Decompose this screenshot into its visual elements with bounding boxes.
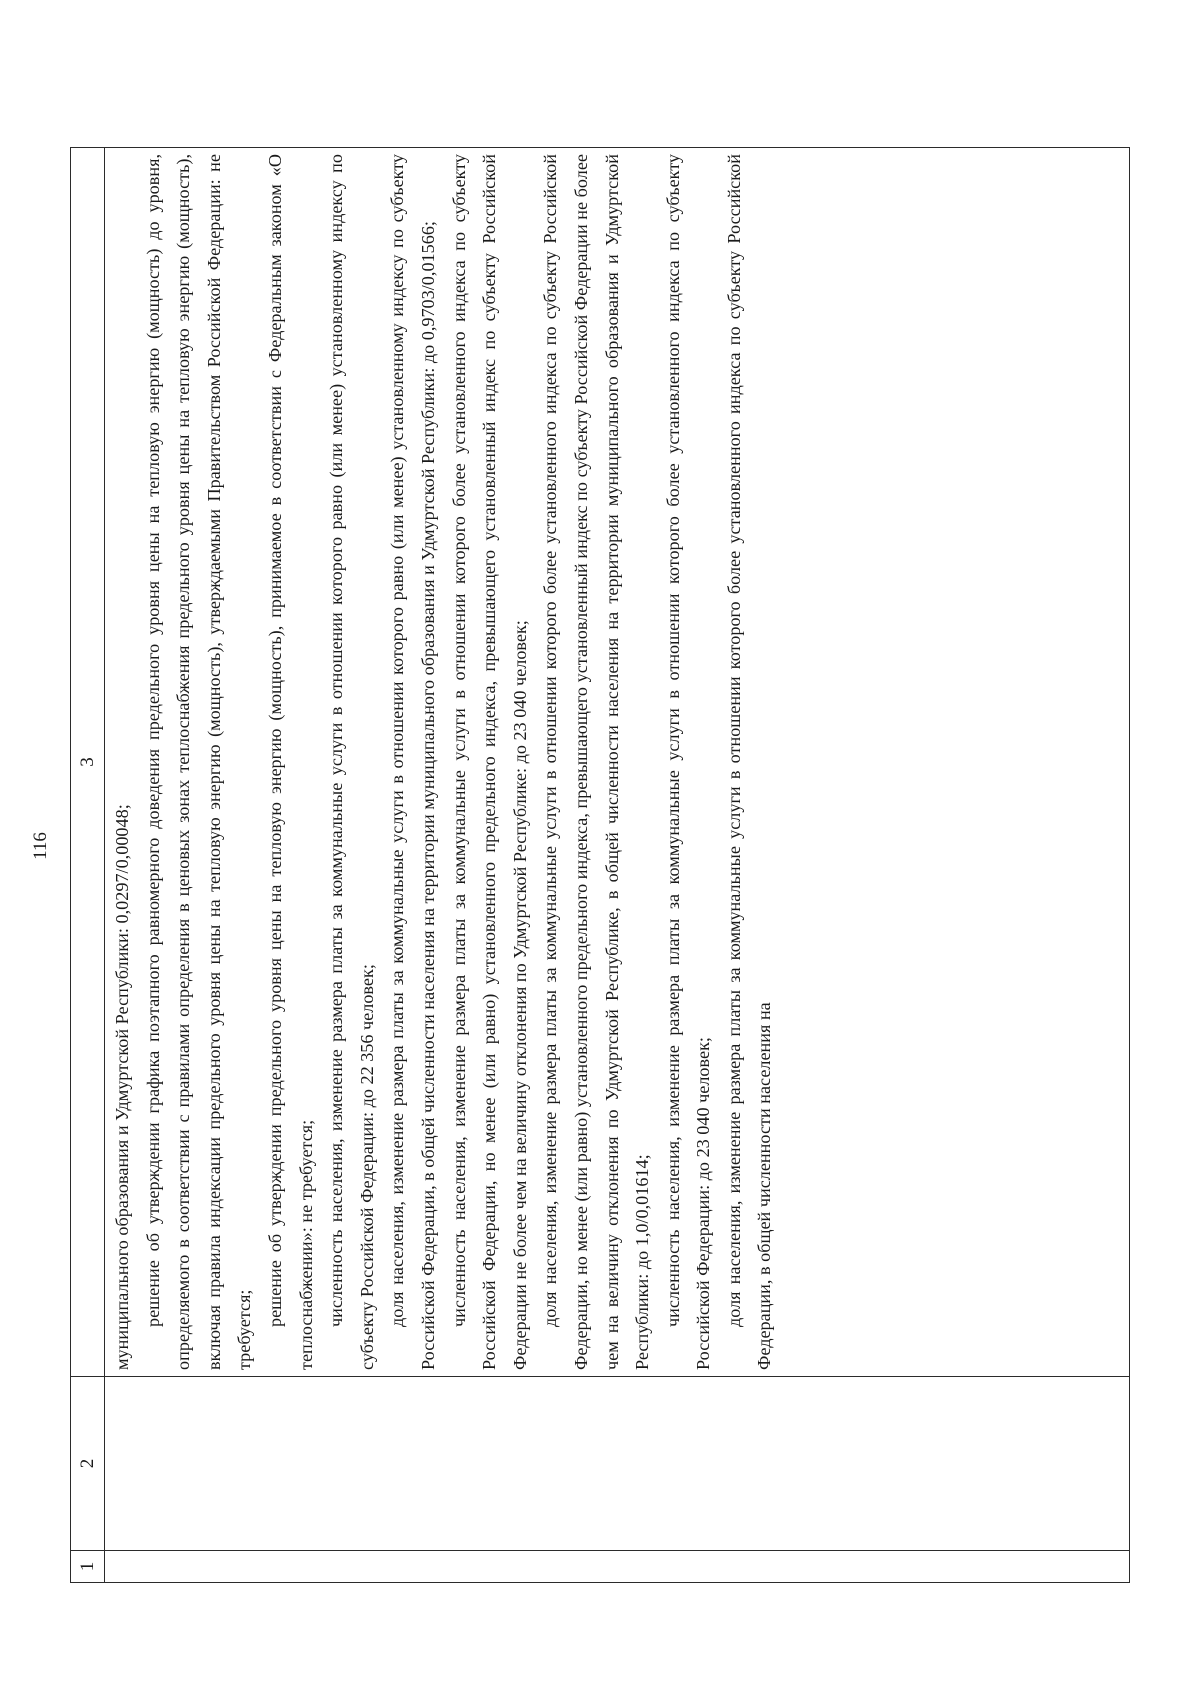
cell-col-2	[105, 1377, 1130, 1551]
paragraph: доля населения, изменение размера платы за коммунальные услуги в отношении которого более установленного индекса по субъекту Российской Федерации, в общей численности населения на	[723, 154, 775, 1370]
table-body-row	[105, 148, 1130, 1583]
table-header-row	[71, 148, 105, 1583]
page-number: 116	[30, 832, 51, 860]
paragraph-list	[107, 154, 780, 1370]
document-table	[70, 147, 1130, 1583]
cell-col-3	[105, 148, 1130, 1377]
column-header-3: 3	[71, 148, 105, 1377]
paragraph: численность населения, изменение размера платы за коммунальные услуги в отношении которого более установленного индекса по субъекту Российской Федерации: до 23 040 человек;	[662, 154, 714, 1370]
paragraph: решение об утверждении графика поэтапного равномерного доведения предельного уровня цены на тепловую энергию (мощность) до уровня, определяемого в соответствии с правилами определения в ценовых зонах теплоснабжения предельного уровня цены на тепловую энергию (мощность), включая правила индексации предельного уровня цены на тепловую энергию (мощность), утверждаемыми Правительством Российской Федерации: не требуется;	[142, 154, 255, 1370]
paragraph: доля населения, изменение размера платы за коммунальные услуги в отношении которого более установленного индекса по субъекту Российской Федерации, но менее (или равно) установленного предельного индекса, превышающего установленный индекс по субъекту Российской Федерации не более чем на величину отклонения по Удмуртской Республике, в общей численности населения на территории муниципального образования и Удмуртской Республики: до 1,0/0,01614;	[540, 154, 653, 1370]
paragraph: решение об утверждении предельного уровня цены на тепловую энергию (мощность), принимаемое в соответствии с Федеральным законом «О теплоснабжении»: не требуется;	[264, 154, 316, 1370]
column-header-2: 2	[71, 1377, 105, 1551]
column-header-1: 1	[71, 1551, 105, 1583]
paragraph: муниципального образования и Удмуртской Республики: 0,0297/0,00048;	[112, 804, 132, 1370]
paragraph: численность населения, изменение размера платы за коммунальные услуги в отношении которого равно (или менее) установленному индексу по субъекту Российской Федерации: до 22 356 человек;	[326, 154, 377, 1370]
paragraph: численность населения, изменение размера платы за коммунальные услуги в отношении которого более установленного индекса по субъекту Российской Федерации, но менее (или равно) установленного предельного индекса, превышающего установленный индекс по субъекту Российской Федерации не более чем на величину отклонения по Удмуртской Республике: до 23 040 человек;	[448, 154, 530, 1370]
cell-col-1	[105, 1551, 1130, 1583]
paragraph: доля населения, изменение размера платы за коммунальные услуги в отношении которого равно (или менее) установленному индексу по субъекту Российской Федерации, в общей численности населения на территории муниципального образования и Удмуртской Республики: до 0,9703/0,01566;	[387, 154, 438, 1370]
